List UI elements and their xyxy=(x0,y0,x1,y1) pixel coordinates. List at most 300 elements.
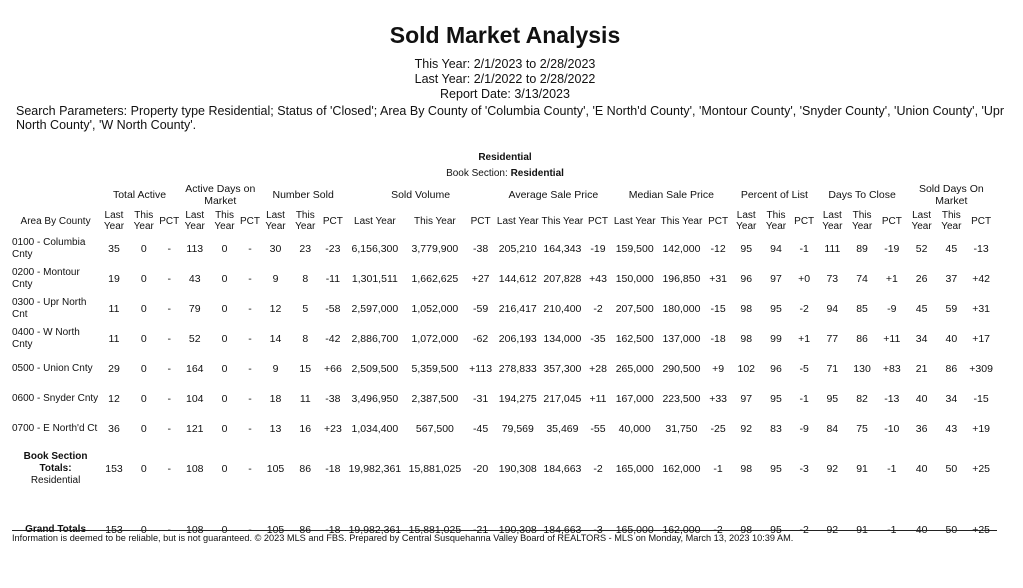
value-cell: -5 xyxy=(799,363,809,375)
value-cell: 2,387,500 xyxy=(411,393,459,405)
pct-header: PCT xyxy=(588,215,609,227)
area-name: 0400 - W North Cnty xyxy=(12,327,80,350)
value-cell: 207,828 xyxy=(543,273,582,285)
value-cell: +113 xyxy=(469,363,493,375)
value-cell: -11 xyxy=(325,273,341,285)
value-cell: 97 xyxy=(740,393,753,405)
value-cell: -19 xyxy=(590,243,606,255)
value-cell: 86 xyxy=(856,333,868,345)
value-cell: 40 xyxy=(915,463,928,475)
value-cell: 91 xyxy=(856,463,868,475)
this-header: This Year xyxy=(660,215,703,227)
pct-header: PCT xyxy=(708,215,729,227)
value-cell: 98 xyxy=(740,333,753,345)
value-cell: -12 xyxy=(710,243,726,255)
value-cell: 1,301,511 xyxy=(351,273,398,285)
value-cell: 91 xyxy=(856,524,868,536)
value-cell: 19,982,361 xyxy=(348,463,402,475)
value-cell: 206,193 xyxy=(498,333,537,345)
value-cell: 108 xyxy=(186,463,204,475)
section-title: Residential xyxy=(478,152,532,163)
value-cell: 0 xyxy=(221,524,228,536)
value-cell: +31 xyxy=(972,303,990,315)
last-header: Last Year xyxy=(184,210,205,232)
value-cell: 0 xyxy=(140,243,147,255)
value-cell: +27 xyxy=(471,273,490,285)
value-cell: 83 xyxy=(770,423,782,435)
value-cell: 45 xyxy=(945,243,958,255)
value-cell: +309 xyxy=(969,363,993,375)
pct-header: PCT xyxy=(971,215,992,227)
value-cell: - xyxy=(167,333,171,345)
pct-header: PCT xyxy=(881,215,902,227)
value-cell: 1,052,000 xyxy=(411,303,459,315)
value-cell: 36 xyxy=(108,423,120,435)
value-cell: -13 xyxy=(884,393,900,405)
value-cell: 105 xyxy=(266,463,285,475)
value-cell: 210,400 xyxy=(543,303,582,315)
value-cell: +1 xyxy=(885,273,898,285)
value-cell: 82 xyxy=(856,393,868,405)
value-cell: 1,072,000 xyxy=(411,333,459,345)
value-cell: -35 xyxy=(590,333,606,345)
value-cell: 79 xyxy=(188,303,201,315)
value-cell: -2 xyxy=(593,463,603,475)
value-cell: 50 xyxy=(945,463,958,475)
this-year-range: This Year: 2/1/2023 to 2/28/2023 xyxy=(414,57,596,71)
value-cell: 50 xyxy=(945,524,958,536)
table-row xyxy=(12,234,996,264)
value-cell: 196,850 xyxy=(662,273,701,285)
value-cell: -18 xyxy=(325,463,341,475)
area-name: 0200 - Montour Cnty xyxy=(12,267,80,290)
area-name: 0600 - Snyder Cnty xyxy=(12,393,99,404)
value-cell: 86 xyxy=(945,363,958,375)
value-cell: -2 xyxy=(799,303,809,315)
last-header: Last Year xyxy=(496,215,539,227)
group-header: Median Sale Price xyxy=(628,189,714,201)
value-cell: 13 xyxy=(269,423,282,435)
value-cell: 0 xyxy=(140,303,147,315)
value-cell: -25 xyxy=(710,423,726,435)
value-cell: 21 xyxy=(915,363,928,375)
value-cell: 95 xyxy=(770,463,782,475)
group-header-spacer xyxy=(12,182,99,208)
area-name: 0700 - E North'd Ct xyxy=(12,423,98,434)
value-cell: 95 xyxy=(770,393,782,405)
group-header: Total Active xyxy=(112,189,167,201)
group-header: Average Sale Price xyxy=(508,189,599,201)
value-cell: +42 xyxy=(972,273,990,285)
value-cell: -18 xyxy=(710,333,726,345)
value-cell: - xyxy=(248,524,252,536)
value-cell: +11 xyxy=(883,333,901,345)
value-cell: +17 xyxy=(972,333,990,345)
value-cell: 0 xyxy=(221,303,228,315)
value-cell: -45 xyxy=(473,423,489,435)
value-cell: - xyxy=(167,303,171,315)
value-cell: 36 xyxy=(915,423,928,435)
value-cell: 35 xyxy=(108,243,120,255)
value-cell: 0 xyxy=(140,393,147,405)
group-header: Active Days on Market xyxy=(185,183,256,207)
value-cell: 34 xyxy=(915,333,928,345)
pct-header: PCT xyxy=(470,215,491,227)
value-cell: 207,500 xyxy=(615,303,654,315)
value-cell: -59 xyxy=(473,303,489,315)
report-date: Report Date: 3/13/2023 xyxy=(440,87,570,101)
book-section-value: Residential xyxy=(510,168,564,179)
value-cell: 184,663 xyxy=(543,524,582,536)
value-cell: 30 xyxy=(269,243,282,255)
value-cell: 15,881,025 xyxy=(408,463,462,475)
value-cell: 52 xyxy=(188,333,201,345)
group-header: Sold Days On Market xyxy=(918,183,984,207)
value-cell: 8 xyxy=(302,333,309,345)
group-header: Percent of List xyxy=(740,189,808,201)
value-cell: 142,000 xyxy=(662,243,701,255)
value-cell: 99 xyxy=(770,333,782,345)
value-cell: 79,569 xyxy=(501,423,534,435)
pct-header: PCT xyxy=(322,215,343,227)
value-cell: +0 xyxy=(798,273,811,285)
value-cell: +1 xyxy=(798,333,811,345)
value-cell: 165,000 xyxy=(615,463,654,475)
value-cell: -31 xyxy=(473,393,489,405)
value-cell: 77 xyxy=(826,333,839,345)
value-cell: -1 xyxy=(713,463,723,475)
value-cell: 40,000 xyxy=(618,423,651,435)
value-cell: 16 xyxy=(299,423,312,435)
pct-header: PCT xyxy=(240,215,261,227)
value-cell: 357,300 xyxy=(543,363,582,375)
last-header: Last Year xyxy=(354,215,396,227)
value-cell: 104 xyxy=(186,393,204,405)
value-cell: - xyxy=(248,393,252,405)
value-cell: 165,000 xyxy=(615,524,654,536)
value-cell: - xyxy=(167,363,171,375)
value-cell: 0 xyxy=(221,463,228,475)
last-year-range: Last Year: 2/1/2022 to 2/28/2022 xyxy=(414,72,596,86)
value-cell: +9 xyxy=(712,363,725,375)
value-cell: 98 xyxy=(740,463,753,475)
value-cell: 153 xyxy=(105,524,123,536)
pct-header: PCT xyxy=(794,215,815,227)
value-cell: 137,000 xyxy=(662,333,701,345)
value-cell: 0 xyxy=(140,524,147,536)
value-cell: -62 xyxy=(473,333,489,345)
value-cell: 180,000 xyxy=(662,303,701,315)
value-cell: - xyxy=(248,303,252,315)
value-cell: -42 xyxy=(325,333,341,345)
value-cell: 43 xyxy=(188,273,201,285)
value-cell: -20 xyxy=(473,463,489,475)
value-cell: -21 xyxy=(473,524,489,536)
this-header: This Year xyxy=(851,210,873,232)
value-cell: -18 xyxy=(325,524,341,536)
value-cell: 121 xyxy=(186,423,204,435)
last-header: Last Year xyxy=(103,210,125,232)
value-cell: 96 xyxy=(740,273,753,285)
value-cell: 184,663 xyxy=(543,463,582,475)
value-cell: 0 xyxy=(140,423,147,435)
value-cell: 567,500 xyxy=(415,423,454,435)
group-header: Days To Close xyxy=(828,189,896,201)
value-cell: 40 xyxy=(945,333,958,345)
value-cell: 134,000 xyxy=(543,333,582,345)
value-cell: 34 xyxy=(945,393,958,405)
value-cell: - xyxy=(248,333,252,345)
group-header: Sold Volume xyxy=(391,189,451,201)
value-cell: 85 xyxy=(856,303,868,315)
value-cell: 2,509,500 xyxy=(351,363,399,375)
value-cell: +33 xyxy=(709,393,727,405)
value-cell: 15 xyxy=(299,363,312,375)
value-cell: 144,612 xyxy=(498,273,537,285)
value-cell: 86 xyxy=(299,463,312,475)
value-cell: 5,359,500 xyxy=(411,363,459,375)
table-row xyxy=(12,384,996,414)
value-cell: 162,500 xyxy=(615,333,654,345)
value-cell: 162,000 xyxy=(662,463,701,475)
value-cell: -2 xyxy=(799,524,809,536)
value-cell: 11 xyxy=(299,393,311,405)
value-cell: 74 xyxy=(856,273,868,285)
value-cell: 0 xyxy=(140,363,147,375)
book-section-totals-sub: Residential xyxy=(30,475,81,486)
area-name: 0100 - Columbia Cnty xyxy=(12,237,86,260)
value-cell: 223,500 xyxy=(662,393,701,405)
value-cell: 96 xyxy=(770,363,782,375)
value-cell: - xyxy=(248,463,252,475)
value-cell: 37 xyxy=(945,273,958,285)
this-header: This Year xyxy=(941,210,962,232)
table-row xyxy=(12,414,996,444)
pct-header: PCT xyxy=(159,215,180,227)
value-cell: 29 xyxy=(108,363,120,375)
value-cell: 190,308 xyxy=(498,463,537,475)
value-cell: 190,308 xyxy=(498,524,537,536)
value-cell: 290,500 xyxy=(662,363,701,375)
value-cell: 95 xyxy=(826,393,839,405)
value-cell: 26 xyxy=(915,273,928,285)
value-cell: 3,496,950 xyxy=(351,393,399,405)
this-header: This Year xyxy=(541,215,584,227)
grand-totals-title: Grand Totals xyxy=(25,524,87,535)
value-cell: 19,982,361 xyxy=(348,524,402,536)
value-cell: 43 xyxy=(945,423,958,435)
value-cell: 40 xyxy=(915,393,928,405)
area-name: 0500 - Union Cnty xyxy=(12,363,93,374)
value-cell: 84 xyxy=(826,423,839,435)
table-row xyxy=(12,264,996,294)
value-cell: -55 xyxy=(590,423,606,435)
value-cell: 1,034,400 xyxy=(351,423,399,435)
last-header: Last Year xyxy=(911,210,932,232)
report-title: Sold Market Analysis xyxy=(389,22,621,48)
value-cell: 71 xyxy=(826,363,839,375)
value-cell: -9 xyxy=(799,423,809,435)
value-cell: 5 xyxy=(302,303,309,315)
value-cell: 52 xyxy=(915,243,928,255)
value-cell: -38 xyxy=(473,243,489,255)
search-parameters: Search Parameters: Property type Residential; Status of 'Closed'; Area By County of 'Columbia County', 'E North'd County', 'Montour County', 'Snyder County', 'Union County', 'Upr North County', 'W North County'. xyxy=(16,104,1005,132)
value-cell: 11 xyxy=(108,333,120,345)
this-header: This Year xyxy=(133,210,154,232)
book-section-totals-title: Book Section Totals: xyxy=(23,451,88,474)
value-cell: 95 xyxy=(770,303,782,315)
value-cell: 95 xyxy=(770,524,782,536)
value-cell: 14 xyxy=(269,333,282,345)
value-cell: 194,275 xyxy=(498,393,537,405)
value-cell: -3 xyxy=(593,524,603,536)
value-cell: 0 xyxy=(140,463,147,475)
value-cell: +31 xyxy=(709,273,727,285)
value-cell: 0 xyxy=(221,273,228,285)
last-header: Last Year xyxy=(613,215,656,227)
value-cell: -1 xyxy=(887,524,897,536)
report-dates xyxy=(0,57,1010,102)
value-cell: +25 xyxy=(972,524,990,536)
value-cell: 0 xyxy=(221,393,228,405)
value-cell: - xyxy=(248,243,252,255)
value-cell: 98 xyxy=(740,524,753,536)
footer-disclaimer: Information is deemed to be reliable, but is not guaranteed. © 2023 MLS and FBS. Prepared by Central Susquehanna Valley Board of REALTORS - MLS on Monday, March 13, 2023 10:39 AM. xyxy=(12,530,997,543)
value-cell: 94 xyxy=(826,303,839,315)
value-cell: - xyxy=(167,463,171,475)
value-cell: 89 xyxy=(856,243,868,255)
value-cell: 98 xyxy=(740,303,753,315)
value-cell: 217,045 xyxy=(543,393,582,405)
value-cell: -13 xyxy=(973,243,989,255)
value-cell: 92 xyxy=(826,463,839,475)
value-cell: 0 xyxy=(140,273,147,285)
value-cell: 111 xyxy=(824,243,841,255)
value-cell: 97 xyxy=(770,273,782,285)
this-header: This Year xyxy=(414,215,456,227)
table-row xyxy=(12,324,996,354)
value-cell: +43 xyxy=(589,273,607,285)
value-cell: 150,000 xyxy=(615,273,654,285)
value-cell: +11 xyxy=(589,393,607,405)
area-name: 0300 - Upr North Cnt xyxy=(12,297,87,320)
value-cell: - xyxy=(167,243,171,255)
area-by-county-header: Area By County xyxy=(20,215,91,227)
value-cell: - xyxy=(167,393,171,405)
value-cell: 75 xyxy=(856,423,868,435)
value-cell: 12 xyxy=(269,303,282,315)
value-cell: 102 xyxy=(737,363,756,375)
value-cell: 108 xyxy=(186,524,204,536)
value-cell: 35,469 xyxy=(546,423,579,435)
value-cell: 19 xyxy=(108,273,120,285)
last-header: Last Year xyxy=(265,210,286,232)
value-cell: 278,833 xyxy=(498,363,537,375)
this-header: This Year xyxy=(214,210,235,232)
value-cell: - xyxy=(248,423,252,435)
last-header: Last Year xyxy=(736,210,757,232)
value-cell: 1,662,625 xyxy=(411,273,459,285)
value-cell: +83 xyxy=(882,363,901,375)
value-cell: 162,000 xyxy=(662,524,701,536)
book-section xyxy=(0,168,1010,179)
value-cell: +25 xyxy=(972,463,990,475)
subheader-row xyxy=(12,208,996,234)
value-cell: 0 xyxy=(221,333,228,345)
value-cell: 153 xyxy=(105,463,123,475)
value-cell: 265,000 xyxy=(615,363,654,375)
table-row xyxy=(12,354,996,384)
book-section-label: Book Section: xyxy=(446,168,508,179)
value-cell: -1 xyxy=(799,393,809,405)
value-cell: 92 xyxy=(740,423,753,435)
value-cell: -23 xyxy=(325,243,341,255)
value-cell: 2,597,000 xyxy=(351,303,399,315)
value-cell: -15 xyxy=(973,393,989,405)
value-cell: 0 xyxy=(221,243,228,255)
value-cell: - xyxy=(167,423,171,435)
this-header: This Year xyxy=(295,210,316,232)
value-cell: 40 xyxy=(915,524,928,536)
value-cell: -19 xyxy=(884,243,900,255)
value-cell: -2 xyxy=(713,524,723,536)
value-cell: -9 xyxy=(887,303,897,315)
value-cell: 130 xyxy=(853,363,871,375)
value-cell: 86 xyxy=(299,524,312,536)
value-cell: +23 xyxy=(323,423,342,435)
value-cell: 167,000 xyxy=(615,393,654,405)
value-cell: 73 xyxy=(826,273,839,285)
value-cell: -1 xyxy=(799,243,809,255)
last-header: Last Year xyxy=(822,210,843,232)
value-cell: 3,779,900 xyxy=(411,243,459,255)
value-cell: - xyxy=(167,524,171,536)
table-row xyxy=(12,294,996,324)
value-cell: 164,343 xyxy=(543,243,582,255)
value-cell: +28 xyxy=(589,363,607,375)
market-analysis-table xyxy=(12,182,996,540)
value-cell: 6,156,300 xyxy=(351,243,399,255)
value-cell: 45 xyxy=(915,303,928,315)
value-cell: 0 xyxy=(221,423,228,435)
value-cell: - xyxy=(248,273,252,285)
value-cell: 92 xyxy=(826,524,839,536)
value-cell: 205,210 xyxy=(498,243,537,255)
value-cell: 9 xyxy=(272,363,279,375)
value-cell: 59 xyxy=(945,303,958,315)
value-cell: 113 xyxy=(186,243,204,255)
value-cell: 23 xyxy=(299,243,312,255)
value-cell: 9 xyxy=(272,273,279,285)
value-cell: 2,886,700 xyxy=(351,333,399,345)
value-cell: 105 xyxy=(266,524,285,536)
value-cell: 18 xyxy=(269,393,282,405)
book-section-totals-row xyxy=(12,444,996,494)
value-cell: -2 xyxy=(593,303,603,315)
value-cell: 0 xyxy=(140,333,147,345)
value-cell: 159,500 xyxy=(615,243,654,255)
value-cell: 216,417 xyxy=(498,303,537,315)
value-cell: -10 xyxy=(884,423,900,435)
value-cell: 8 xyxy=(302,273,309,285)
value-cell: -38 xyxy=(325,393,341,405)
value-cell: 31,750 xyxy=(665,423,698,435)
value-cell: -3 xyxy=(799,463,809,475)
value-cell: 11 xyxy=(108,303,120,315)
this-header: This Year xyxy=(765,210,787,232)
value-cell: -58 xyxy=(325,303,341,315)
value-cell: 15,881,025 xyxy=(408,524,462,536)
